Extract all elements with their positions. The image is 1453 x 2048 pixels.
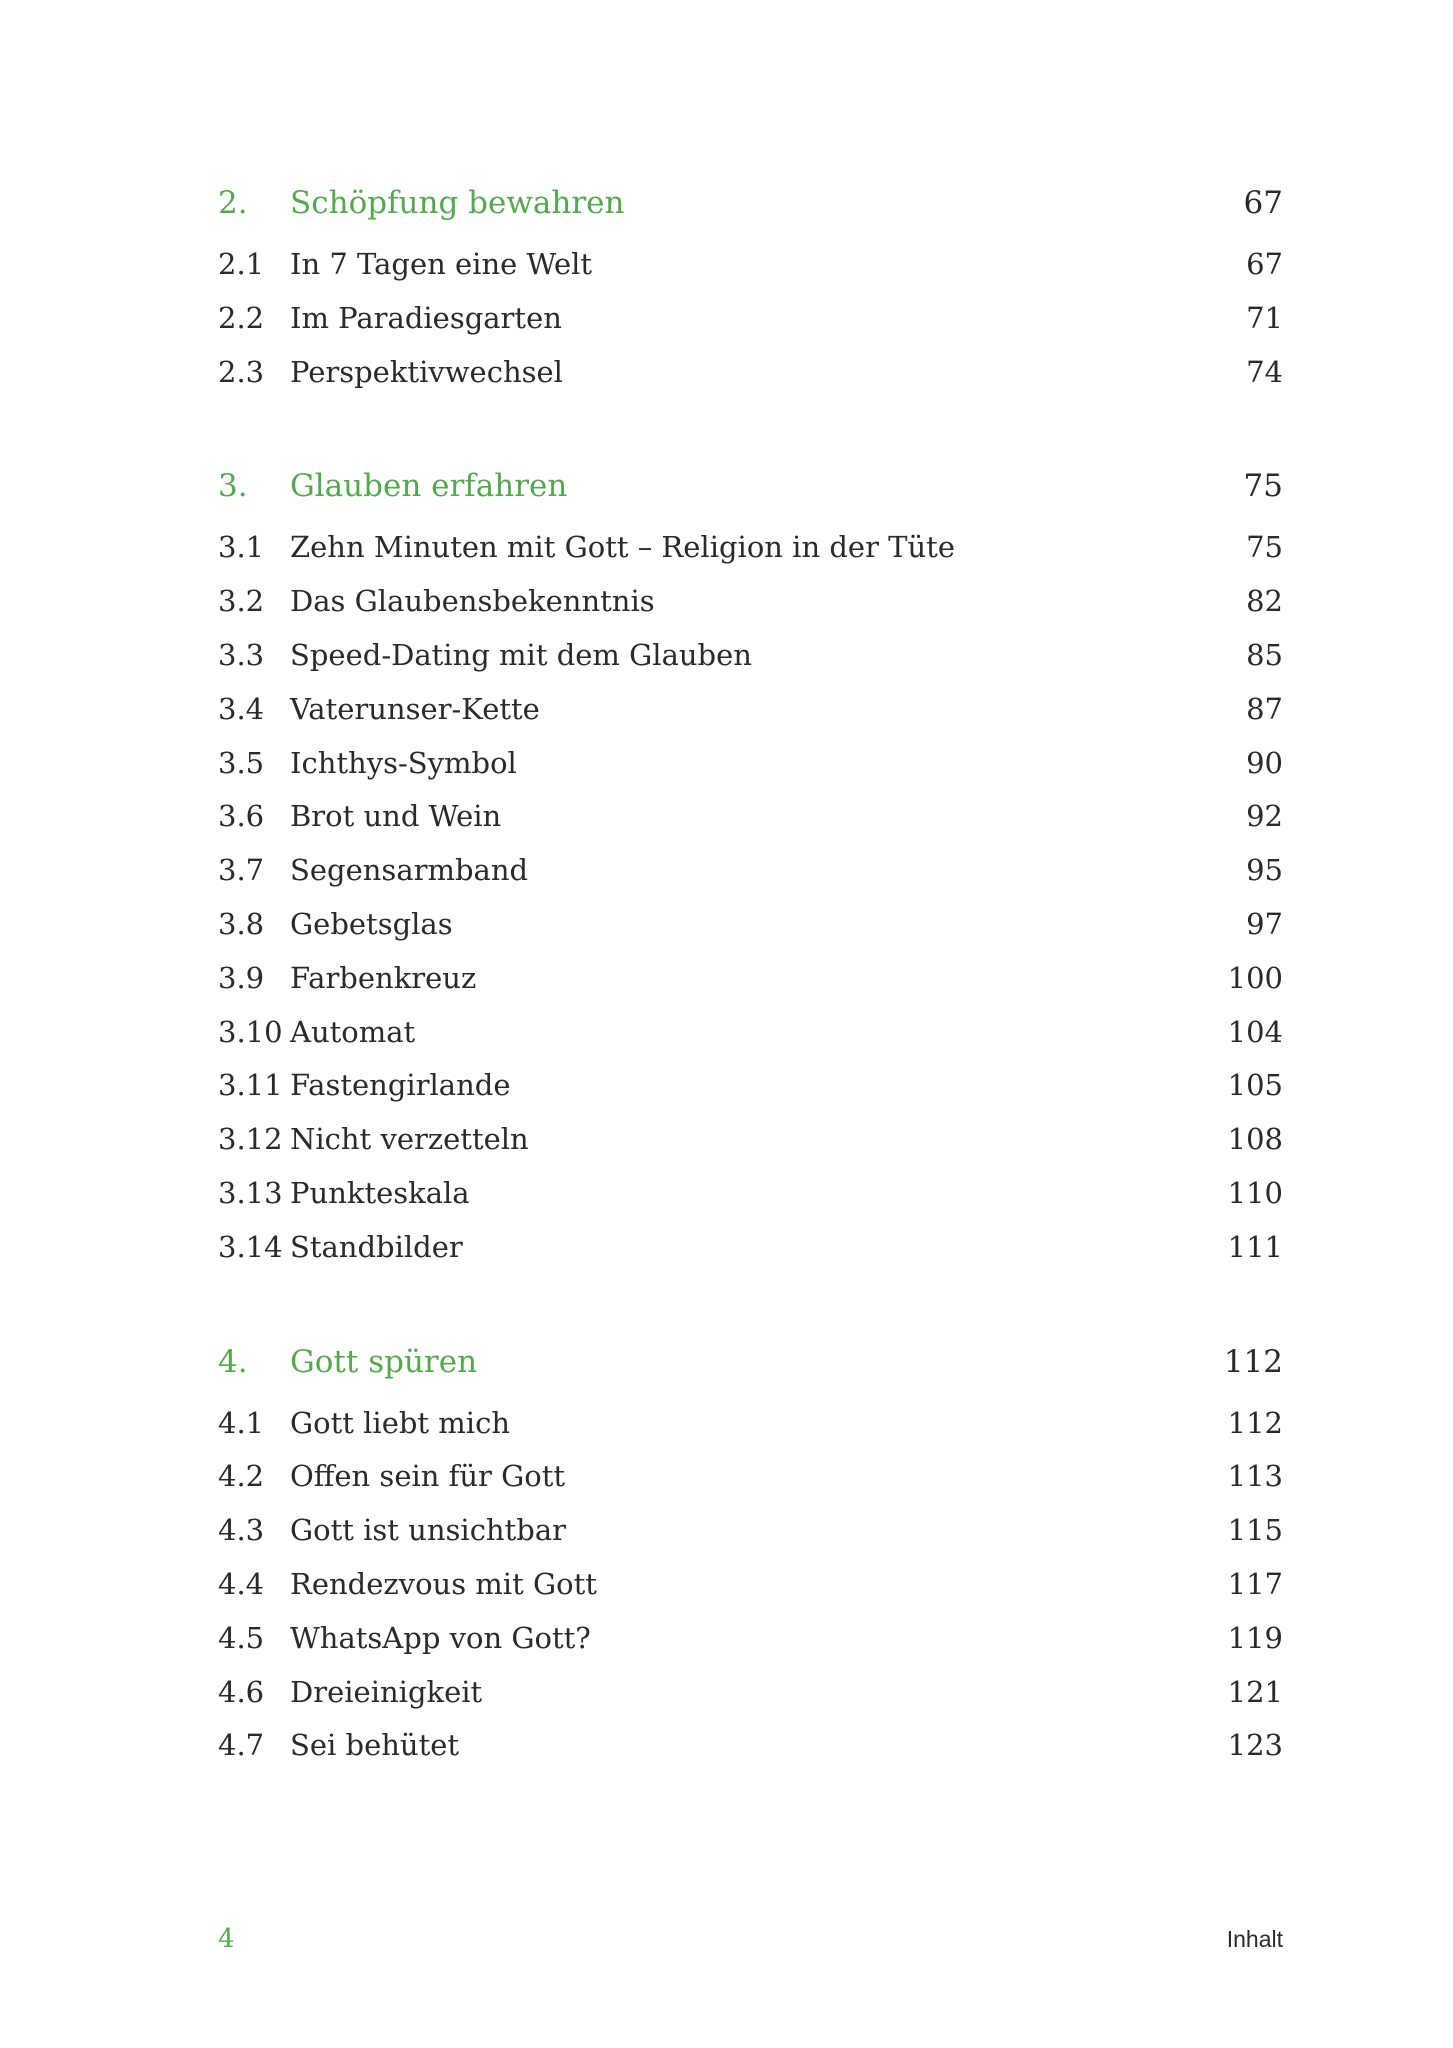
entry-number: 4.5 <box>218 1620 265 1655</box>
entry-page-number: 74 <box>1246 354 1283 389</box>
entry-number: 3.6 <box>218 799 265 834</box>
chapter-page-number: 75 <box>1243 468 1283 505</box>
toc-section-4 <box>218 1344 1283 1783</box>
toc-entry-row[interactable] <box>218 1459 1283 1513</box>
page-footer <box>218 1924 1283 1954</box>
entry-number: 3.5 <box>218 745 265 780</box>
entry-page-number: 87 <box>1246 691 1283 726</box>
entry-title: Farbenkreuz <box>290 960 477 995</box>
toc-entry-row[interactable] <box>218 1122 1283 1176</box>
toc-entry-row[interactable] <box>218 692 1283 746</box>
page-number: 4 <box>218 1924 235 1954</box>
entry-title: Automat <box>290 1014 416 1049</box>
toc-entry-row[interactable] <box>218 1621 1283 1675</box>
chapter-page-number: 112 <box>1223 1343 1283 1380</box>
entry-page-number: 111 <box>1227 1229 1283 1264</box>
toc-entry-row[interactable] <box>218 799 1283 853</box>
toc-entry-row[interactable] <box>218 1567 1283 1621</box>
entry-title: Gott liebt mich <box>290 1405 510 1440</box>
entry-title: Im Paradiesgarten <box>290 300 562 335</box>
entry-number: 3.2 <box>218 584 265 619</box>
table-of-contents <box>218 185 1283 1842</box>
entry-title: Fastengirlande <box>290 1068 511 1103</box>
entry-number: 4.6 <box>218 1674 265 1709</box>
entry-title: Ichthys-Symbol <box>290 745 517 780</box>
entry-number: 4.1 <box>218 1405 265 1440</box>
toc-entry-row[interactable] <box>218 961 1283 1015</box>
entry-page-number: 67 <box>1246 247 1283 281</box>
entry-number: 3.3 <box>218 637 265 672</box>
toc-entry-row[interactable] <box>218 1068 1283 1122</box>
entry-page-number: 121 <box>1227 1674 1283 1709</box>
toc-entry-row[interactable] <box>218 1176 1283 1230</box>
entry-page-number: 117 <box>1227 1566 1283 1601</box>
entry-number: 3.4 <box>218 691 265 726</box>
running-title: Inhalt <box>1226 1926 1283 1952</box>
entry-title: Gebetsglas <box>290 906 453 941</box>
entry-title: Das Glaubensbekenntnis <box>290 584 655 619</box>
toc-entry-row[interactable] <box>218 530 1283 584</box>
entry-title: Nicht verzetteln <box>290 1122 529 1157</box>
entry-number: 4.3 <box>218 1513 265 1548</box>
toc-entry-row[interactable] <box>218 1513 1283 1567</box>
entry-page-number: 110 <box>1227 1175 1283 1210</box>
entry-number: 3.14 <box>218 1229 283 1264</box>
chapter-title: Gott spüren <box>290 1343 478 1380</box>
entry-page-number: 104 <box>1227 1014 1283 1049</box>
chapter-title: Schöpfung bewahren <box>290 185 625 221</box>
toc-entry-row[interactable] <box>218 1015 1283 1069</box>
entry-number: 4.2 <box>218 1459 265 1494</box>
toc-entry-row[interactable] <box>218 853 1283 907</box>
chapter-title: Glauben erfahren <box>290 468 568 505</box>
toc-entry-row[interactable] <box>218 1675 1283 1729</box>
entry-number: 3.9 <box>218 960 265 995</box>
entry-title: Perspektivwechsel <box>290 354 563 389</box>
chapter-page-number: 67 <box>1243 185 1283 221</box>
entry-page-number: 113 <box>1227 1459 1283 1494</box>
entry-number: 3.12 <box>218 1122 283 1157</box>
toc-chapter-row[interactable] <box>218 1344 1283 1406</box>
entry-title: Standbilder <box>290 1229 463 1264</box>
entry-number: 3.1 <box>218 530 265 565</box>
entry-page-number: 71 <box>1246 300 1283 335</box>
toc-entry-row[interactable] <box>218 907 1283 961</box>
entry-page-number: 97 <box>1246 906 1283 941</box>
entry-page-number: 112 <box>1227 1405 1283 1440</box>
toc-entry-row[interactable] <box>218 1406 1283 1460</box>
entry-number: 2.2 <box>218 300 265 335</box>
entry-title: Rendezvous mit Gott <box>290 1566 597 1601</box>
entry-page-number: 85 <box>1246 637 1283 672</box>
entry-number: 3.8 <box>218 906 265 941</box>
entry-number: 3.7 <box>218 853 265 888</box>
entry-title: Brot und Wein <box>290 799 502 834</box>
toc-chapter-row[interactable] <box>218 468 1283 530</box>
toc-chapter-row[interactable] <box>218 185 1283 247</box>
toc-section-3 <box>218 468 1283 1283</box>
entry-title: Punkteskala <box>290 1175 470 1210</box>
entry-title: Vaterunser-Kette <box>290 691 540 726</box>
entry-title: Sei behütet <box>290 1728 460 1763</box>
entry-title: Gott ist unsichtbar <box>290 1513 566 1548</box>
entry-title: WhatsApp von Gott? <box>290 1620 591 1655</box>
toc-entry-row[interactable] <box>218 1230 1283 1284</box>
entry-number: 2.3 <box>218 354 265 389</box>
toc-entry-row[interactable] <box>218 638 1283 692</box>
entry-number: 3.13 <box>218 1175 283 1210</box>
chapter-number: 2. <box>218 185 248 221</box>
entry-number: 2.1 <box>218 247 265 281</box>
entry-page-number: 75 <box>1246 530 1283 565</box>
toc-entry-row[interactable] <box>218 746 1283 800</box>
entry-page-number: 115 <box>1227 1513 1283 1548</box>
toc-entry-row[interactable] <box>218 355 1283 409</box>
toc-section-2 <box>218 185 1283 408</box>
entry-page-number: 105 <box>1227 1068 1283 1103</box>
entry-number: 4.7 <box>218 1728 265 1763</box>
toc-entry-row[interactable] <box>218 301 1283 355</box>
entry-page-number: 123 <box>1227 1728 1283 1763</box>
entry-page-number: 82 <box>1246 584 1283 619</box>
toc-entry-row[interactable] <box>218 584 1283 638</box>
chapter-number: 3. <box>218 468 248 505</box>
entry-title: Dreieinigkeit <box>290 1674 483 1709</box>
entry-page-number: 108 <box>1227 1122 1283 1157</box>
toc-entry-row[interactable] <box>218 247 1283 301</box>
entry-page-number: 100 <box>1227 960 1283 995</box>
entry-title: In 7 Tagen eine Welt <box>290 247 593 281</box>
entry-title: Offen sein für Gott <box>290 1459 566 1494</box>
entry-number: 3.11 <box>218 1068 283 1103</box>
entry-number: 3.10 <box>218 1014 283 1049</box>
entry-page-number: 92 <box>1246 799 1283 834</box>
entry-page-number: 95 <box>1246 853 1283 888</box>
entry-page-number: 119 <box>1227 1620 1283 1655</box>
entry-title: Segensarmband <box>290 853 529 888</box>
toc-entry-row[interactable] <box>218 1728 1283 1782</box>
entry-title: Zehn Minuten mit Gott – Religion in der Tüte <box>290 530 955 565</box>
entry-number: 4.4 <box>218 1566 265 1601</box>
entry-title: Speed-Dating mit dem Glauben <box>290 637 752 672</box>
chapter-number: 4. <box>218 1343 248 1380</box>
entry-page-number: 90 <box>1246 745 1283 780</box>
